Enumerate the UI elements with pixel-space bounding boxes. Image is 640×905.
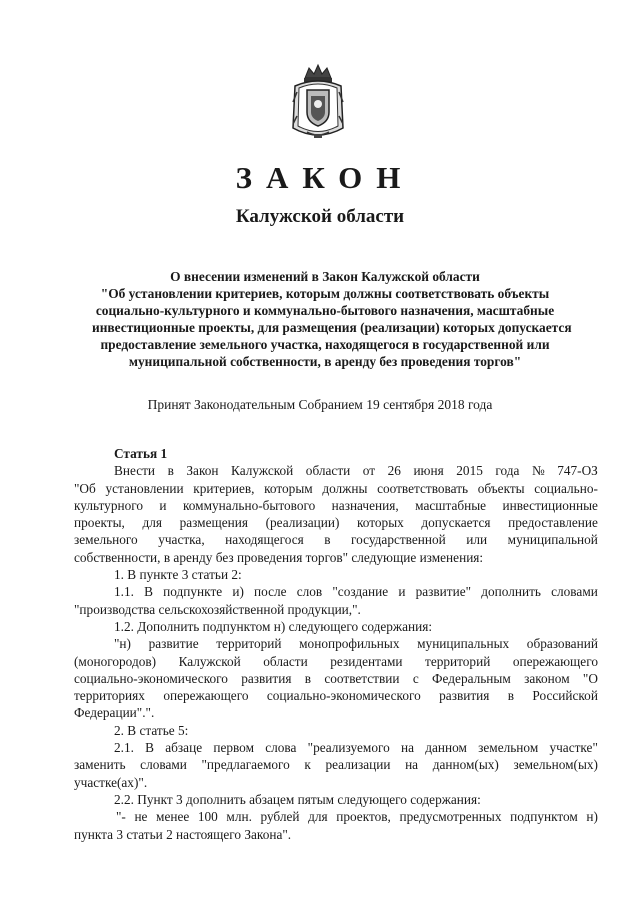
article-word: подпункте (163, 584, 223, 600)
article-word: и (159, 497, 167, 513)
article-word: критериев, (193, 480, 255, 496)
article-word: для (308, 809, 328, 825)
article-word: слов (296, 584, 323, 600)
article-word: инвестиционные (502, 497, 598, 513)
article-word: проектов, (336, 809, 391, 825)
article-word: назначения, (331, 497, 399, 513)
article-word: словами (551, 584, 598, 600)
article-word: данном(ых) (432, 757, 499, 773)
article-word: 100 (197, 809, 218, 825)
article-word: н) (586, 809, 598, 825)
law-title-line: "Об установлении критериев, которым должны соответствовать объекты (100, 286, 550, 301)
article-line: участке(ах)". (74, 774, 148, 790)
article-word: муниципальной (507, 532, 598, 548)
article-word: опережающего (163, 688, 249, 704)
article-word: в (167, 463, 174, 479)
article-word: или (466, 532, 488, 548)
article-word: и (398, 584, 406, 600)
article-word: образований (526, 636, 598, 652)
article-word: В (145, 740, 155, 756)
article-line (74, 653, 598, 670)
article-word: установлении (105, 480, 184, 496)
article-word: масштабные (415, 497, 487, 513)
article-line (74, 583, 598, 600)
article-word: соответствии (324, 670, 400, 686)
article-word: "- (116, 809, 126, 825)
article-word: резидентами (330, 653, 403, 669)
article-word: В (144, 584, 153, 600)
article-word: (моногородов) (74, 653, 157, 669)
article-word: 2.1. (114, 740, 134, 756)
article-word: допускается (421, 515, 491, 531)
article-word: области (305, 463, 351, 479)
article-word: соответствовать (377, 480, 469, 496)
article-word: рублей (260, 809, 300, 825)
law-title (92, 268, 572, 370)
article-word: менее (156, 809, 190, 825)
coat-of-arms-emblem (287, 62, 349, 144)
article-line: 1. В пункте 3 статьи 2: (114, 567, 242, 583)
article-line (74, 531, 598, 548)
article-word: 26 (387, 463, 401, 479)
article-word: культурного (74, 497, 143, 513)
article-word: коммунально-бытового (182, 497, 316, 513)
article-word: монопрофильных (299, 636, 400, 652)
article-word: размещения (179, 515, 248, 531)
article-word: в (324, 532, 331, 548)
article-word: в (507, 688, 515, 704)
article-line: 2.2. Пункт 3 дополнить абзацем пятым следующего содержания: (114, 791, 481, 807)
article-word: участке" (549, 740, 598, 756)
article-line: 2. В статье 5: (114, 722, 189, 738)
article-word: данном (425, 740, 467, 756)
article-word: "реализуемого (307, 740, 390, 756)
article-word: земельного (74, 532, 138, 548)
article-word: и) (232, 584, 244, 600)
article-line: Федерации".". (74, 705, 155, 721)
article-text (74, 462, 598, 843)
article-word: 747-ОЗ (557, 463, 598, 479)
article-word: слова (265, 740, 297, 756)
article-word: территориях (74, 688, 145, 704)
law-title-line: предоставление земельного участка, находящегося в государственной или (100, 337, 550, 352)
article-word: Федеральным (432, 670, 511, 686)
article-line (74, 480, 598, 497)
article-word: № (531, 463, 545, 479)
article-word: муниципальных (417, 636, 510, 652)
article-word: находящегося (225, 532, 304, 548)
article-word: словами (140, 757, 187, 773)
article-word: в (304, 670, 312, 686)
law-title-line: инвестиционные проекты, для размещения (реализации) которых допускается (92, 320, 572, 335)
article-line (74, 514, 598, 531)
article-word: которым (264, 480, 313, 496)
article-word: 2015 (456, 463, 483, 479)
law-title-line: О внесении изменений в Закон Калужской области (170, 269, 480, 284)
article-word: Внести (114, 463, 156, 479)
document-subtitle: Калужской области (235, 206, 405, 227)
article-word: первом (213, 740, 254, 756)
article-word: социально- (534, 480, 598, 496)
article-word: развитие (148, 636, 199, 652)
article-word: "н) (114, 636, 131, 652)
article-word: 1.1. (114, 584, 134, 600)
article-word: Калужской (178, 653, 241, 669)
article-line (74, 635, 598, 652)
article-word: государственной (351, 532, 446, 548)
article-word: года (495, 463, 520, 479)
article-line (74, 462, 598, 479)
article-word: социально-экономического (266, 688, 421, 704)
document-title: ЗАКОН (235, 160, 415, 195)
article-line (74, 687, 598, 704)
article-word: от (362, 463, 376, 479)
article-word: июня (413, 463, 444, 479)
article-line: 1.2. Дополнить подпунктом н) следующего содержания: (114, 618, 433, 634)
law-title-line: социально-культурного и коммунально-бытового назначения, масштабные (95, 303, 555, 318)
article-word: Калужской (231, 463, 294, 479)
article-word: "создание (332, 584, 389, 600)
article-word: опережающего (512, 653, 598, 669)
article-word: к (304, 757, 311, 773)
article-word: для (142, 515, 162, 531)
article-word: "О (582, 670, 598, 686)
article-line (74, 739, 598, 756)
article-word: должны (322, 480, 368, 496)
article-word: с (412, 670, 419, 686)
article-word: которых (357, 515, 404, 531)
article-word: Закон (186, 463, 219, 479)
article-word: на (400, 740, 414, 756)
article-word: "Об (74, 480, 96, 496)
article-line: пункта 3 статьи 2 настоящего Закона". (74, 826, 292, 842)
article-word: объекты (477, 480, 525, 496)
article-word: предоставление (508, 515, 598, 531)
article-word: развития (241, 670, 292, 686)
article-word: земельном(ых) (513, 757, 598, 773)
adoption-note: Принят Законодательным Собранием 19 сентября 2018 года (147, 397, 493, 412)
article-line: собственности, в аренду без проведения торгов" следующие изменения: (74, 549, 484, 565)
article-heading: Статья 1 (114, 446, 168, 461)
article-word: дополнить (481, 584, 541, 600)
article-word: области (263, 653, 308, 669)
article-word: развитие" (415, 584, 472, 600)
article-word: территорий (216, 636, 282, 652)
article-word: подпунктом (510, 809, 578, 825)
article-word: Российской (532, 688, 598, 704)
article-word: развития (439, 688, 490, 704)
article-word: после (254, 584, 287, 600)
article-word: реализации (325, 757, 391, 773)
article-word: земельном (478, 740, 539, 756)
article-word: абзаце (165, 740, 203, 756)
article-word: (реализации) (265, 515, 340, 531)
article-line (74, 808, 598, 825)
article-line (74, 497, 598, 514)
article-word: участка, (158, 532, 205, 548)
article-word: социально-экономического (74, 670, 228, 686)
article-line (74, 756, 598, 773)
article-word: на (405, 757, 419, 773)
article-word: проекты, (74, 515, 125, 531)
law-title-line: муниципальной собственности, в аренду без проведения торгов" (128, 354, 522, 369)
article-word: не (134, 809, 148, 825)
article-body (74, 445, 598, 843)
article-word: млн. (226, 809, 252, 825)
article-word: заменить (74, 757, 126, 773)
article-line: "производства сельскохозяйственной продукции,". (74, 601, 361, 617)
article-word: территорий (425, 653, 491, 669)
article-word: "предлагаемого (201, 757, 290, 773)
article-word: законом (524, 670, 570, 686)
article-line (74, 670, 598, 687)
article-word: предусмотренных (399, 809, 502, 825)
